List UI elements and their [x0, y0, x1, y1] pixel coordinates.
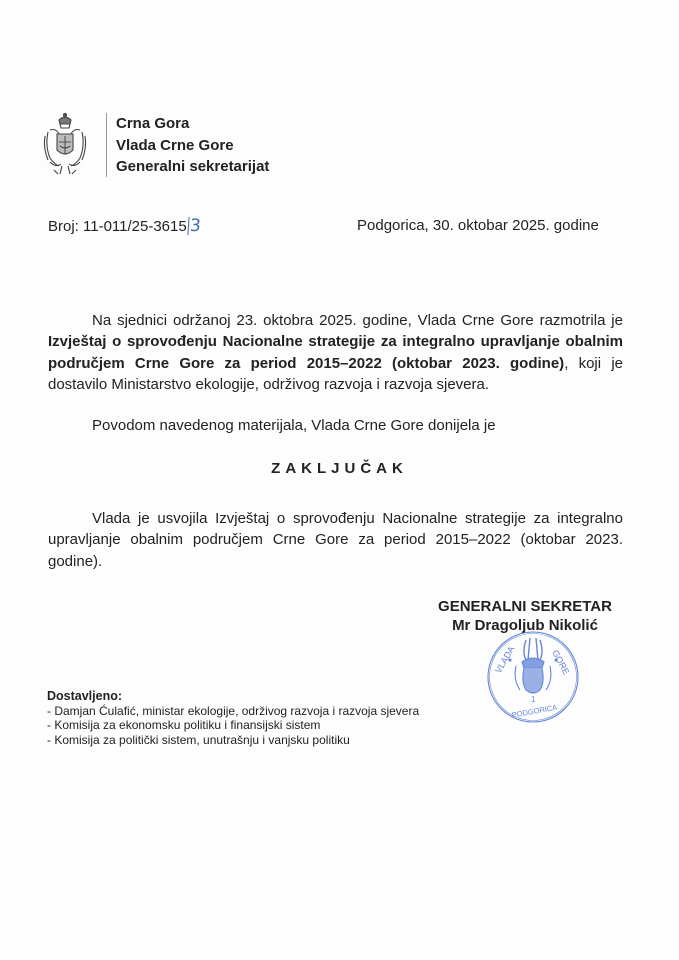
- seal-text-left: VLADA: [493, 644, 517, 675]
- handwritten-suffix: 3: [189, 216, 202, 236]
- reference-number: [48, 217, 201, 235]
- paragraph-lead: Na sjednici održanoj 23. oktobra 2025. godine, Vlada Crne Gore razmotrila je: [92, 312, 623, 329]
- organization-header: [116, 113, 269, 178]
- distribution-list: [47, 689, 419, 747]
- secretariat-name: Generalni sekretarijat: [116, 158, 270, 175]
- place-and-date: Podgorica, 30. oktobar 2025. godine: [357, 217, 599, 234]
- report-title: Izvještaj o sprovođenju Nacionalne strategije za integralno upravljanje obalnim područjem Crne Gore za period 2015–2022 (oktobar 2023. godine): [48, 333, 623, 372]
- header-divider: [106, 113, 107, 177]
- svg-text:PODGORICA: PODGORICA: [511, 702, 558, 720]
- decision-title: ZAKLJUČAK: [271, 460, 408, 477]
- signatory-title: GENERALNI SEKRETAR: [438, 598, 612, 615]
- government-name: Vlada Crne Gore: [116, 136, 234, 154]
- distribution-item: - Damjan Ćulafić, ministar ekologije, održivog razvoja i razvoja sjevera: [47, 703, 420, 718]
- country-name: Crna Gora: [116, 115, 190, 132]
- official-seal-icon: [486, 630, 580, 724]
- reference-number-label: Broj: 11-011/25-3615: [48, 218, 187, 235]
- coat-of-arms-icon: [42, 112, 88, 178]
- paragraph-decision-intro: Povodom navedenog materijala, Vlada Crne Gore donijela je: [92, 417, 496, 434]
- conclusion-text: Vlada je usvojila Izvještaj o sprovođenju Nacionalne strategije za integralno upravljanje obalnim područjem Crne Gore za period 2015–2022 (oktobar 2023. godine).: [48, 510, 623, 570]
- paragraph-tail: , koji je dostavilo Ministarstvo ekologije, održivog razvoja i razvoja sjevera.: [48, 354, 624, 394]
- paragraph-conclusion: [48, 508, 623, 572]
- svg-text:1: 1: [531, 695, 536, 704]
- seal-text-right: GORE: [550, 648, 572, 677]
- distribution-item: - Komisija za politički sistem, unutrašnju i vanjsku politiku: [47, 732, 350, 747]
- distribution-heading: Dostavljeno:: [47, 689, 123, 703]
- paragraph-session: [48, 310, 623, 396]
- distribution-item: - Komisija za ekonomsku politiku i finansijski sistem: [47, 718, 321, 732]
- signatory-name: Mr Dragoljub Nikolić: [452, 617, 598, 634]
